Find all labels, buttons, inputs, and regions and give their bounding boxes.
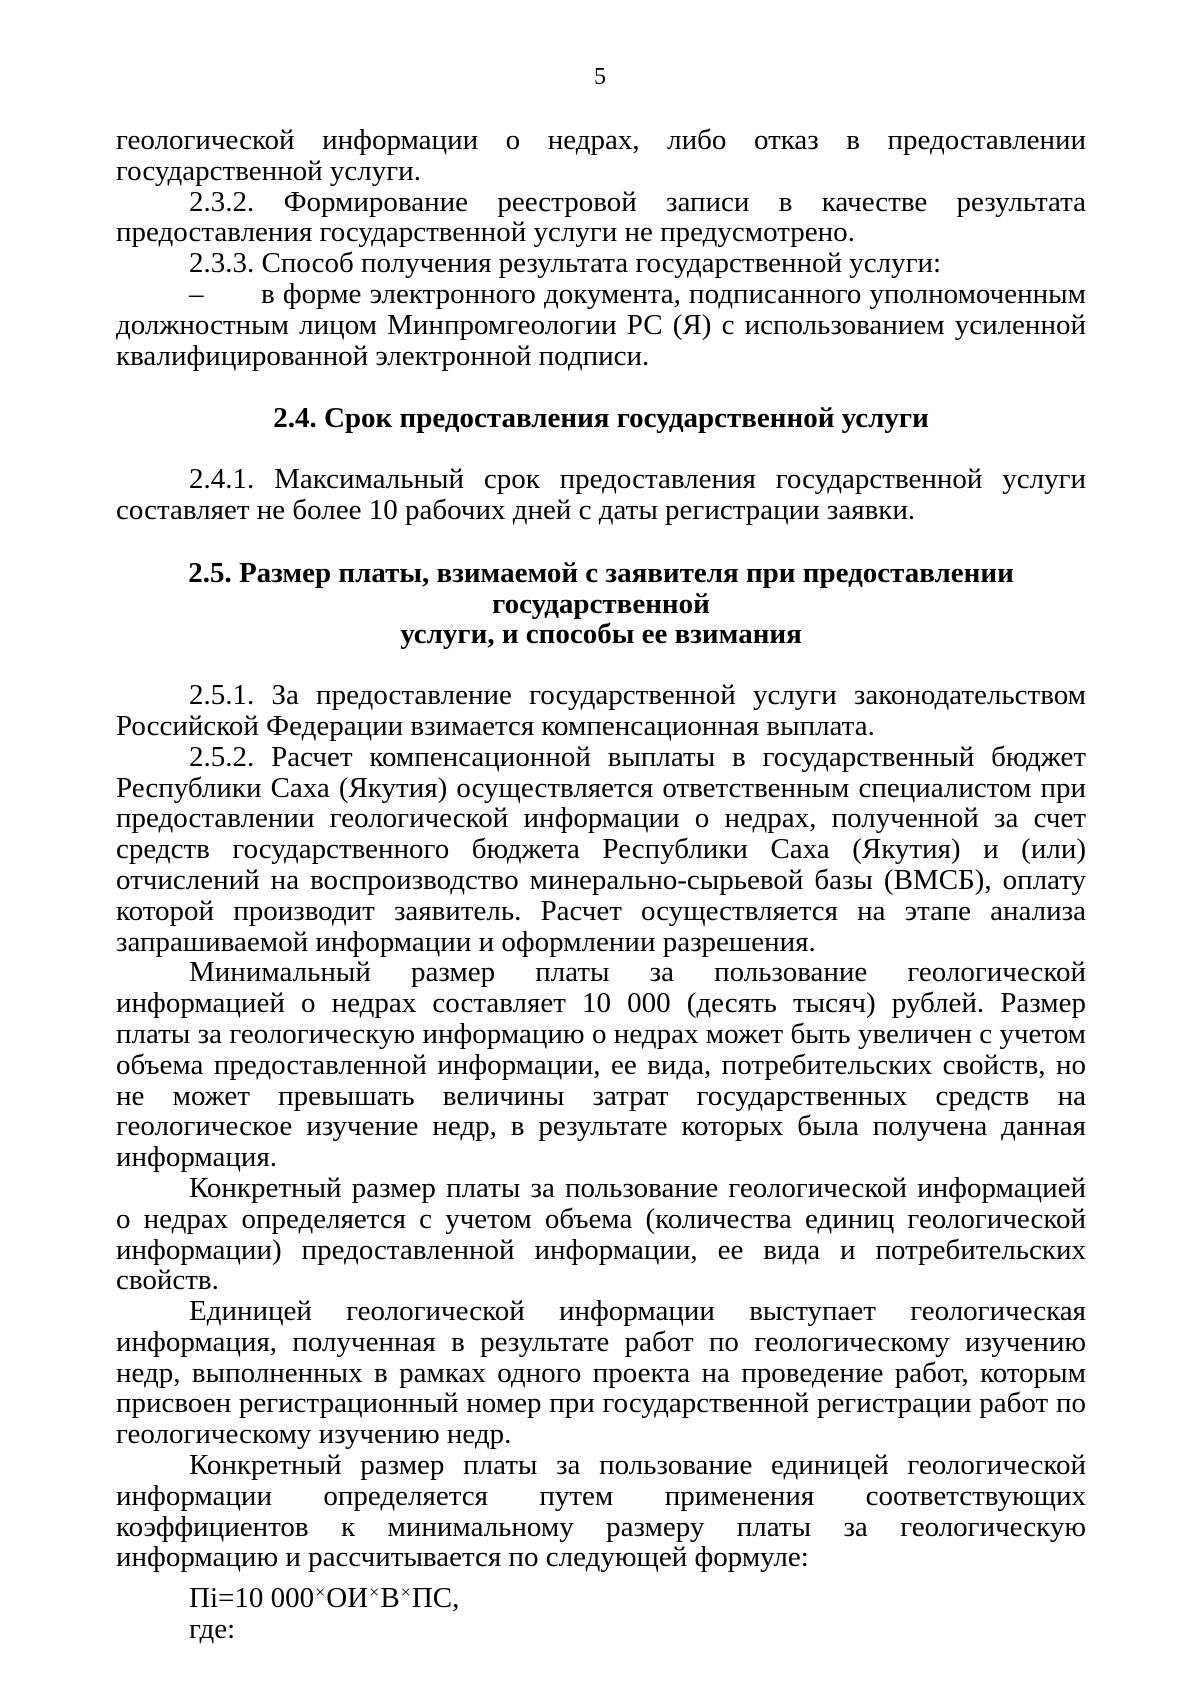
section-2-5-heading-line2: услуги, и способы ее взимания xyxy=(400,618,802,651)
paragraph-2-3-3: 2.3.3. Способ получения результата государственной услуги: xyxy=(189,247,942,280)
formula-part-base: Пi=10 000 xyxy=(189,1582,315,1615)
paragraph-2-5-1: 2.5.1. За предоставление государственной услуги законодательством Российской Федерации взимается компенсационная выплата. xyxy=(116,679,1086,742)
section-2-5-heading xyxy=(116,558,1086,650)
paragraph-minimum-fee: Минимальный размер платы за пользование геологической информацией о недрах составляет 10 000 (десять тысяч) рублей. Размер платы за геологическую информацию о недрах может быть увеличен с учетом объема предоставленной информации, ее вида, потребительских свойств, но не может превышать величины затрат государственных средств на геологическое изучение недр, в результате которых была получена данная информация. xyxy=(116,956,1086,1174)
list-item-text: в форме электронного документа, подписанного уполномоченным должностным лицом Минпромгеологии РС (Я) с использованием усиленной квалифицированной электронной подписи. xyxy=(116,277,1086,372)
document-body xyxy=(116,125,1086,1645)
formula-part-ps: ПС, xyxy=(411,1582,460,1615)
paragraph-continuation: геологической информации о недрах, либо отказ в предоставлении государственной услуги. xyxy=(116,124,1086,187)
formula-part-oi: ОИ xyxy=(326,1582,369,1615)
multiply-sign: × xyxy=(400,1582,411,1603)
section-2-4-heading: 2.4. Срок предоставления государственной услуги xyxy=(273,402,929,435)
formula-part-v: В xyxy=(380,1582,400,1615)
page-number: 5 xyxy=(594,64,606,90)
multiply-sign: × xyxy=(369,1582,380,1603)
paragraph-fee-formula-intro: Конкретный размер платы за пользование единицей геологической информации определяется путем применения соответствующих коэффициентов к минимальному размеру платы за геологическую информацию и рассчитывается по следующей формуле: xyxy=(116,1449,1086,1574)
paragraph-2-3-2: 2.3.2. Формирование реестровой записи в качестве результата предоставления государственной услуги не предусмотрено. xyxy=(116,185,1086,249)
section-2-5-heading-line1: 2.5. Размер платы, взимаемой с заявителя при предоставлении государственной xyxy=(188,556,1014,620)
paragraph-specific-fee: Конкретный размер платы за пользование геологической информацией о недрах определяется с учетом объема (количества единиц геологической информации) предоставленной информации, ее вида и потребительских свойств. xyxy=(116,1171,1086,1297)
list-dash: – xyxy=(189,277,204,310)
list-item-electronic-document xyxy=(116,279,1086,371)
paragraph-2-5-2: 2.5.2. Расчет компенсационной выплаты в государственный бюджет Республики Саха (Якутия) осуществляется ответственным специалистом при предоставлении геологической информации о недрах, полученной за счет средств государственного бюджета Республики Саха (Якутия) и (или) отчислений на воспроизводство минерально-сырьевой базы (ВМСБ), оплату которой производит заявитель. Расчет осуществляется на этапе анализа запрашиваемой информации и оформлении разрешения. xyxy=(116,740,1086,958)
fee-formula xyxy=(116,1577,1086,1614)
multiply-sign: × xyxy=(315,1582,326,1603)
paragraph-2-4-1: 2.4.1. Максимальный срок предоставления государственной услуги составляет не более 10 рабочих дней с даты регистрации заявки. xyxy=(116,463,1086,526)
formula-where: где: xyxy=(189,1613,236,1646)
paragraph-information-unit: Единицей геологической информации выступает геологическая информация, полученная в результате работ по геологическому изучению недр, выполненных в рамках одного проекта на проведение работ, которым присвоен регистрационный номер при государственной регистрации работ по геологическому изучению недр. xyxy=(116,1295,1086,1451)
